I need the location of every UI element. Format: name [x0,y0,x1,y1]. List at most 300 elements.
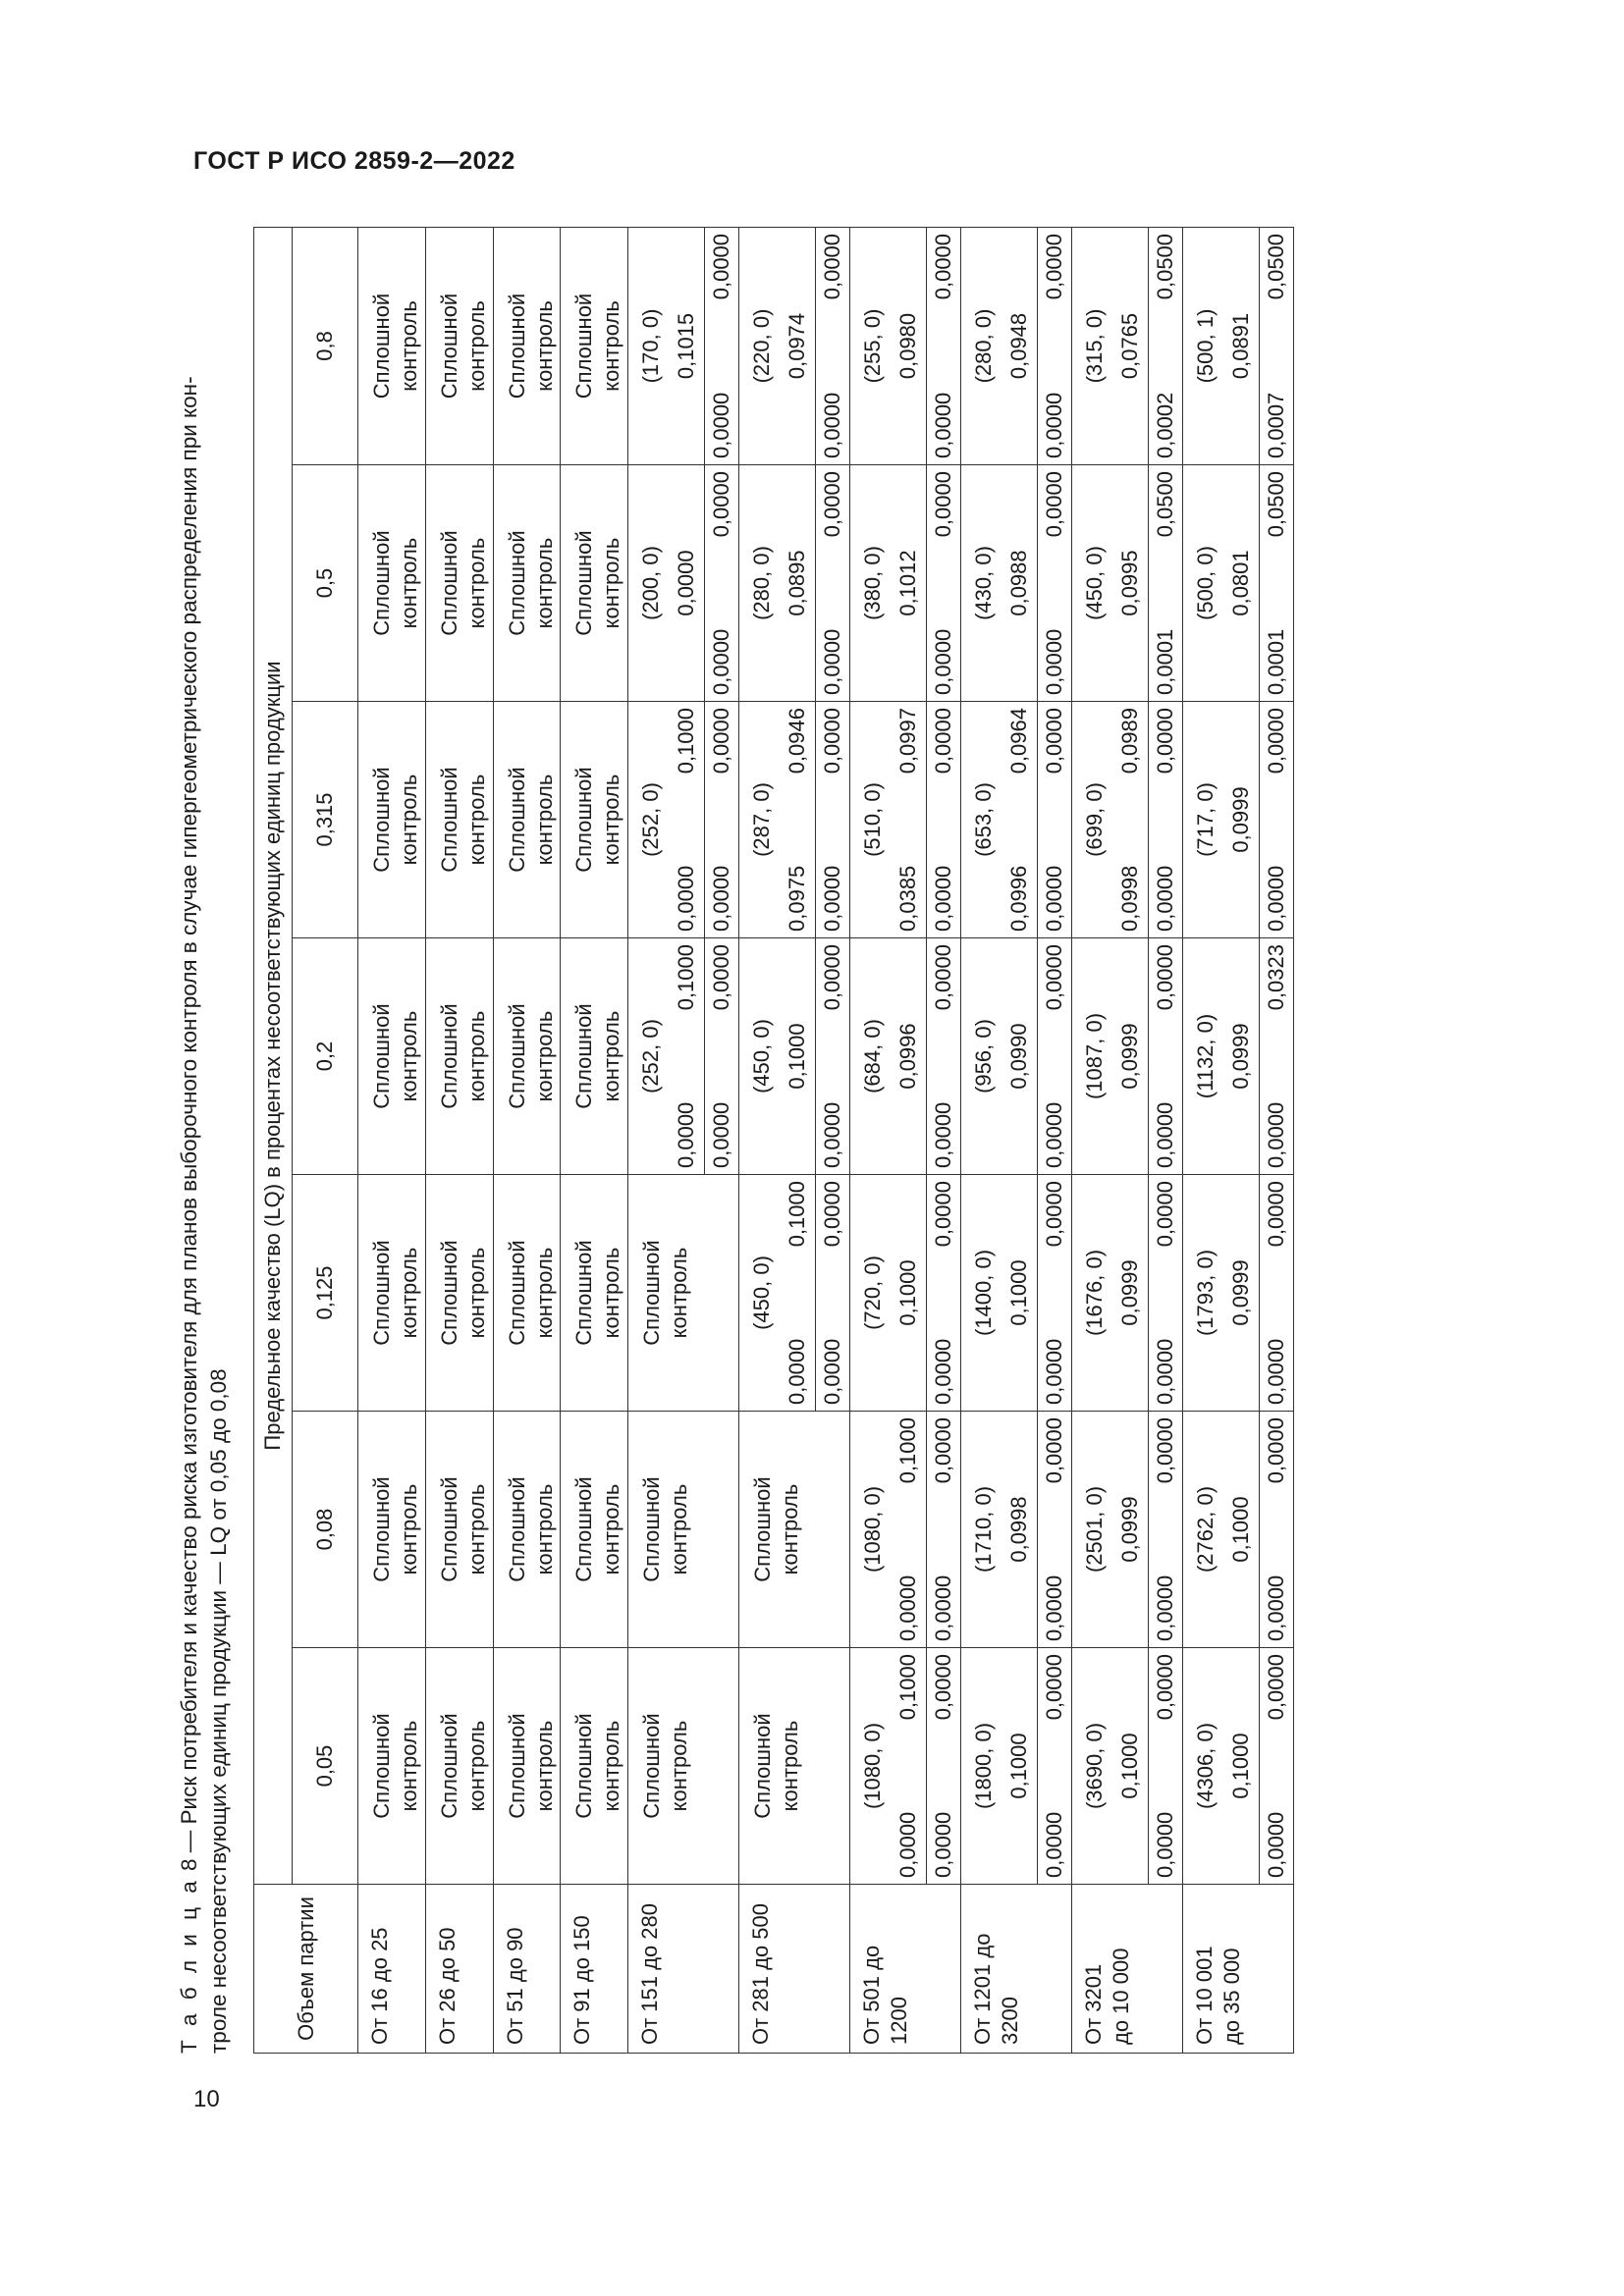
sampling-plan: (1710, 0) [971,1485,997,1574]
quality-values [815,938,849,1174]
quality-value: 0,0500 [1264,471,1288,538]
full-inspection-text: Сплошной [571,530,597,636]
quality-value: 0,0000 [1042,1654,1066,1721]
quality-value: 0,0000 [1042,233,1066,300]
quality-value: 0,0000 [709,233,734,300]
plan-cell [739,1412,850,1648]
consumer-risk-value: 0,0948 [1006,312,1032,380]
plan-cell [493,1412,561,1648]
quality-value: 0,0000 [1042,865,1066,932]
plan-cell [561,1175,628,1412]
quality-value: 0,0000 [1152,1575,1177,1641]
caption-label: Т а б л и ц а [177,1877,201,2054]
quality-values [1148,702,1182,937]
full-inspection-text: контроль [599,537,624,629]
quality-value: 0,0000 [709,865,734,932]
full-inspection-text: контроль [463,1720,489,1812]
full-inspection-text: контроль [667,1247,692,1339]
full-inspection-text: Сплошной [369,293,394,400]
sampling-plan: (170, 0) [638,308,664,384]
quality-value: 0,0000 [820,708,845,774]
producer-risk-value: 0,0975 [785,865,810,932]
plan-cell [358,465,426,702]
quality-value: 0,0000 [931,233,956,300]
sampling-plan: (2762, 0) [1192,1485,1218,1574]
plan-cell [850,1175,961,1412]
rotated-table-block [175,228,1294,2054]
producer-risk-value: 0,0998 [1117,865,1142,932]
plan-cell [850,465,961,702]
consumer-risk-value: 0,1000 [674,944,699,1011]
sampling-plan: (1400, 0) [971,1249,997,1337]
plan-cell [1182,938,1293,1175]
quality-value: 0,0000 [1264,1101,1288,1168]
quality-value: 0,0000 [931,1575,956,1641]
plan-cell [628,1412,739,1648]
plan-cell [1072,938,1183,1175]
consumer-risk-value: 0,1000 [1227,1496,1253,1563]
full-inspection-text: Сплошной [369,767,394,873]
full-inspection-text: Сплошной [436,767,461,873]
consumer-risk-value: 0,0891 [1227,312,1253,380]
quality-values [926,1648,960,1884]
quality-value: 0,0000 [820,1181,845,1248]
full-inspection-text: Сплошной [369,1240,394,1346]
consumer-risk-value: 0,0999 [1227,786,1253,853]
plan-cell [961,938,1072,1175]
sampling-plan: (1800, 0) [971,1722,997,1810]
quality-value: 0,0000 [931,392,956,458]
quality-values [1259,1648,1293,1884]
quality-values [1037,465,1071,701]
full-inspection-text: контроль [531,1483,557,1575]
batch-size-text: От 10 001 [1191,1946,1217,2045]
plan-cell [1072,1648,1183,1885]
quality-value: 0,0000 [709,708,734,774]
plan-cell [850,1648,961,1885]
full-inspection-text: Сплошной [436,530,461,636]
lq-column-header: 0,315 [293,702,358,938]
full-inspection-text: Сплошной [504,1713,529,1819]
consumer-risk-value: 0,1000 [1117,1733,1142,1799]
sampling-plan: (220, 0) [749,308,775,384]
plan-cell [358,227,426,464]
quality-value: 0,0000 [1042,628,1066,695]
sampling-plan: (287, 0) [749,782,775,857]
quality-values [1037,1175,1071,1411]
quality-value: 0,0000 [1152,944,1177,1011]
table-row [493,227,561,2053]
quality-value: 0,0500 [1152,471,1177,538]
quality-values [815,465,849,701]
plan-cell [628,1175,739,1412]
plan-cell [1072,702,1183,938]
full-inspection-text: контроль [531,1010,557,1102]
quality-value: 0,0000 [709,471,734,538]
plan-cell [425,702,493,938]
plan-cell [493,1648,561,1885]
consumer-risk-value: 0,1012 [895,550,921,616]
sampling-plan: (3690, 0) [1082,1722,1107,1810]
producer-risk-value: 0,0000 [895,1811,921,1878]
plan-cell [628,227,739,464]
plan-cell [493,938,561,1175]
sampling-plan: (1676, 0) [1082,1249,1107,1337]
quality-values [1148,228,1182,464]
quality-value: 0,0000 [931,1101,956,1168]
plan-cell [1182,702,1293,938]
quality-value: 0,0000 [1152,1654,1177,1721]
quality-values [704,938,738,1174]
full-inspection-text: Сплошной [571,767,597,873]
full-inspection-text: Сплошной [436,293,461,400]
producer-risk-value: 0,0000 [895,1575,921,1641]
batch-size-cell [1182,1885,1293,2054]
quality-value: 0,0000 [820,628,845,695]
quality-value: 0,0001 [1152,628,1177,695]
batch-size-cell [425,1885,493,2054]
quality-value: 0,0000 [1152,1101,1177,1168]
full-inspection-text: Сплошной [436,1003,461,1109]
full-inspection-text: Сплошной [504,1476,529,1582]
quality-value: 0,0000 [1152,708,1177,774]
full-inspection-text: Сплошной [436,1240,461,1346]
table-caption [175,228,234,2054]
quality-value: 0,0000 [709,944,734,1011]
sampling-plan: (1080, 0) [860,1722,886,1810]
lq-column-header: 0,08 [293,1412,358,1648]
batch-size-cell [628,1885,739,2054]
full-inspection-text: Сплошной [369,1476,394,1582]
plan-cell [739,702,850,938]
producer-risk-value: 0,0996 [1006,865,1032,932]
consumer-risk-value: 0,0990 [1006,1023,1032,1090]
quality-values [1037,702,1071,937]
consumer-risk-value: 0,1000 [785,1023,810,1090]
quality-values [704,702,738,937]
sampling-plan: (699, 0) [1082,782,1107,857]
quality-values [926,465,960,701]
consumer-risk-value: 0,0996 [895,1023,921,1090]
plan-cell [1182,1648,1293,1885]
quality-value: 0,0000 [1152,1338,1177,1405]
sampling-plan: (717, 0) [1192,782,1218,857]
consumer-risk-value: 0,0998 [1006,1496,1032,1563]
quality-value: 0,0000 [1264,1575,1288,1641]
quality-value: 0,0000 [709,628,734,695]
batch-size-cell [961,1885,1072,2054]
sampling-plan: (252, 0) [638,782,664,857]
quality-values [926,702,960,937]
consumer-risk-value: 0,0000 [674,550,699,616]
plan-cell [628,702,739,938]
consumer-risk-value: 0,1000 [674,708,699,774]
full-inspection-text: контроль [463,537,489,629]
plan-cell [425,938,493,1175]
plan-cell [961,702,1072,938]
plan-cell [739,227,850,464]
quality-value: 0,0000 [1152,1811,1177,1878]
plan-cell [1072,1412,1183,1648]
lq-column-header: 0,05 [293,1648,358,1885]
plan-cell [961,227,1072,464]
plan-cell [561,1648,628,1885]
batch-size-text: От 26 до 50 [434,1927,460,2045]
quality-value: 0,0000 [1264,865,1288,932]
batch-size-cell [561,1885,628,2054]
batch-size-text: От 51 до 90 [502,1927,527,2045]
full-inspection-text: контроль [778,1720,803,1812]
sampling-plan: (255, 0) [860,308,886,384]
table-row [561,227,628,2053]
lq-column-header: 0,5 [293,465,358,702]
plan-cell [425,465,493,702]
sampling-plan: (1080, 0) [860,1485,886,1574]
batch-size-text: От 501 до 1200 [859,1945,912,2045]
quality-value: 0,0000 [1042,1811,1066,1878]
quality-value: 0,0000 [1042,471,1066,538]
full-inspection-text: контроль [397,1720,421,1812]
plan-cell [739,1648,850,1885]
full-inspection-text: Сплошной [571,1240,597,1346]
full-inspection-text: контроль [397,1010,421,1102]
quality-values [1259,1412,1293,1647]
sampling-plan: (720, 0) [860,1255,886,1330]
plan-cell [628,938,739,1175]
quality-value: 0,0000 [931,1654,956,1721]
full-inspection-text: Сплошной [639,1240,665,1346]
consumer-risk-value: 0,0995 [1117,550,1142,616]
full-inspection-text: Сплошной [369,1003,394,1109]
sampling-plan: (280, 0) [749,546,775,620]
quality-values [1037,1412,1071,1647]
sampling-plan: (430, 0) [971,546,997,620]
document-header: ГОСТ Р ИСО 2859-2—2022 [193,147,515,175]
consumer-risk-value: 0,0964 [1006,708,1032,774]
full-inspection-text: контроль [463,300,489,392]
quality-value: 0,0000 [931,708,956,774]
plan-cell [739,938,850,1175]
plan-cell [493,227,561,464]
table-row [1072,227,1183,2053]
consumer-risk-value: 0,1000 [895,1654,921,1721]
batch-size-cell [1072,1885,1183,2054]
consumer-risk-value: 0,1000 [895,1259,921,1326]
full-inspection-text: Сплошной [571,293,597,400]
plan-cell [358,702,426,938]
sampling-plan: (684, 0) [860,1019,886,1094]
full-inspection-text: контроль [463,1483,489,1575]
plan-cell [493,1175,561,1412]
plan-cell [425,1412,493,1648]
quality-values [815,228,849,464]
plan-cell [850,702,961,938]
page-number: 10 [193,2086,220,2112]
plan-cell [1072,1175,1183,1412]
quality-value: 0,0000 [931,1338,956,1405]
plan-cell [358,1175,426,1412]
full-inspection-text: контроль [599,1720,624,1812]
plan-cell [1072,227,1183,464]
full-inspection-text: контроль [667,1720,692,1812]
full-inspection-text: контроль [397,1247,421,1339]
table-row [739,227,850,2053]
quality-value: 0,0000 [931,1811,956,1878]
sampling-plan: (4306, 0) [1192,1722,1218,1810]
quality-value: 0,0000 [931,944,956,1011]
quality-values [1148,938,1182,1174]
quality-value: 0,0000 [1042,1101,1066,1168]
plan-cell [850,227,961,464]
full-inspection-text: контроль [599,1247,624,1339]
plan-cell [493,465,561,702]
table-row [358,227,426,2053]
plan-cell [1182,465,1293,702]
quality-values [1037,228,1071,464]
quality-value: 0,0000 [1264,1654,1288,1721]
plan-cell [1182,1175,1293,1412]
quality-value: 0,0001 [1264,628,1288,695]
full-inspection-text: контроль [463,1010,489,1102]
consumer-risk-value: 0,0980 [895,312,921,380]
quality-values [926,938,960,1174]
sampling-plan: (200, 0) [638,546,664,620]
batch-size-cell [850,1885,961,2054]
plan-cell [739,1175,850,1412]
consumer-risk-value: 0,1000 [1006,1733,1032,1799]
consumer-risk-value: 0,0801 [1227,550,1253,616]
plan-cell [850,1412,961,1648]
quality-value: 0,0000 [709,392,734,458]
risk-table [253,227,1294,2054]
producer-risk-value: 0,0000 [674,1101,699,1168]
quality-value: 0,0000 [931,628,956,695]
quality-value: 0,0000 [931,865,956,932]
full-inspection-text: Сплошной [504,1003,529,1109]
quality-values [1259,702,1293,937]
quality-values [815,1175,849,1411]
plan-cell [358,938,426,1175]
sampling-plan: (450, 0) [749,1019,775,1094]
full-inspection-text: Сплошной [639,1713,665,1819]
full-inspection-text: Сплошной [639,1476,665,1582]
plan-cell [425,1175,493,1412]
quality-value: 0,0007 [1264,392,1288,458]
consumer-risk-value: 0,0946 [785,708,810,774]
batch-size-text: От 151 до 280 [637,1902,663,2045]
batch-size-cell [739,1885,850,2054]
sampling-plan: (315, 0) [1082,308,1107,384]
full-inspection-text: контроль [397,537,421,629]
quality-values [1148,465,1182,701]
consumer-risk-value: 0,0999 [1117,1496,1142,1563]
batch-size-header: Объем партии [254,1885,358,2054]
quality-value: 0,0500 [1264,233,1288,300]
quality-value: 0,0000 [820,1101,845,1168]
plan-cell [561,938,628,1175]
lq-column-header: 0,125 [293,1175,358,1412]
quality-value: 0,0000 [1264,1181,1288,1248]
quality-value: 0,0000 [931,1417,956,1484]
batch-size-text: От 281 до 500 [748,1902,774,2045]
batch-size-text: От 91 до 150 [569,1915,595,2045]
plan-cell [961,1175,1072,1412]
full-inspection-text: Сплошной [571,1476,597,1582]
plan-cell [1072,465,1183,702]
quality-values [1259,938,1293,1174]
consumer-risk-value: 0,1000 [1006,1259,1032,1326]
full-inspection-text: контроль [531,537,557,629]
full-inspection-text: Сплошной [504,1240,529,1346]
full-inspection-text: контроль [531,300,557,392]
plan-cell [628,465,739,702]
quality-values [926,228,960,464]
plan-cell [628,1648,739,1885]
quality-values [926,1175,960,1411]
consumer-risk-value: 0,1000 [895,1417,921,1484]
plan-cell [358,1648,426,1885]
plan-cell [1182,1412,1293,1648]
quality-value: 0,0000 [1152,865,1177,932]
producer-risk-value: 0,0000 [785,1338,810,1405]
full-inspection-text: контроль [599,1010,624,1102]
plan-cell [1182,227,1293,464]
quality-value: 0,0000 [820,1338,845,1405]
quality-value: 0,0000 [1264,1338,1288,1405]
lq-column-header: 0,2 [293,938,358,1175]
full-inspection-text: контроль [531,1247,557,1339]
full-inspection-text: Сплошной [436,1476,461,1582]
sampling-plan: (2501, 0) [1082,1485,1107,1574]
quality-value: 0,0002 [1152,392,1177,458]
full-inspection-text: Сплошной [369,530,394,636]
consumer-risk-value: 0,1015 [674,312,699,380]
quality-values [704,465,738,701]
consumer-risk-value: 0,0765 [1117,312,1142,380]
full-inspection-text: Сплошной [436,1713,461,1819]
consumer-risk-value: 0,0997 [895,708,921,774]
sampling-plan: (653, 0) [971,782,997,857]
quality-values [1148,1175,1182,1411]
sampling-plan: (450, 0) [1082,546,1107,620]
sampling-plan: (1793, 0) [1192,1249,1218,1337]
sampling-plan: (280, 0) [971,308,997,384]
full-inspection-text: Сплошной [750,1476,776,1582]
plan-cell [961,1412,1072,1648]
quality-value: 0,0000 [1042,392,1066,458]
full-inspection-text: контроль [463,774,489,866]
full-inspection-text: Сплошной [369,1713,394,1819]
sampling-plan: (956, 0) [971,1019,997,1094]
quality-value: 0,0000 [1152,1417,1177,1484]
quality-value: 0,0000 [1042,944,1066,1011]
quality-value: 0,0000 [1042,1338,1066,1405]
quality-values [1259,465,1293,701]
consumer-risk-value: 0,0974 [785,312,810,380]
batch-size-cell [493,1885,561,2054]
sampling-plan: (380, 0) [860,546,886,620]
plan-cell [850,938,961,1175]
full-inspection-text: Сплошной [504,767,529,873]
plan-cell [561,702,628,938]
table-row [425,227,493,2053]
quality-value: 0,0000 [1264,1811,1288,1878]
consumer-risk-value: 0,0999 [1227,1023,1253,1090]
quality-value: 0,0500 [1152,233,1177,300]
consumer-risk-value: 0,0988 [1006,550,1032,616]
plan-cell [425,1648,493,1885]
quality-value: 0,0000 [931,1181,956,1248]
